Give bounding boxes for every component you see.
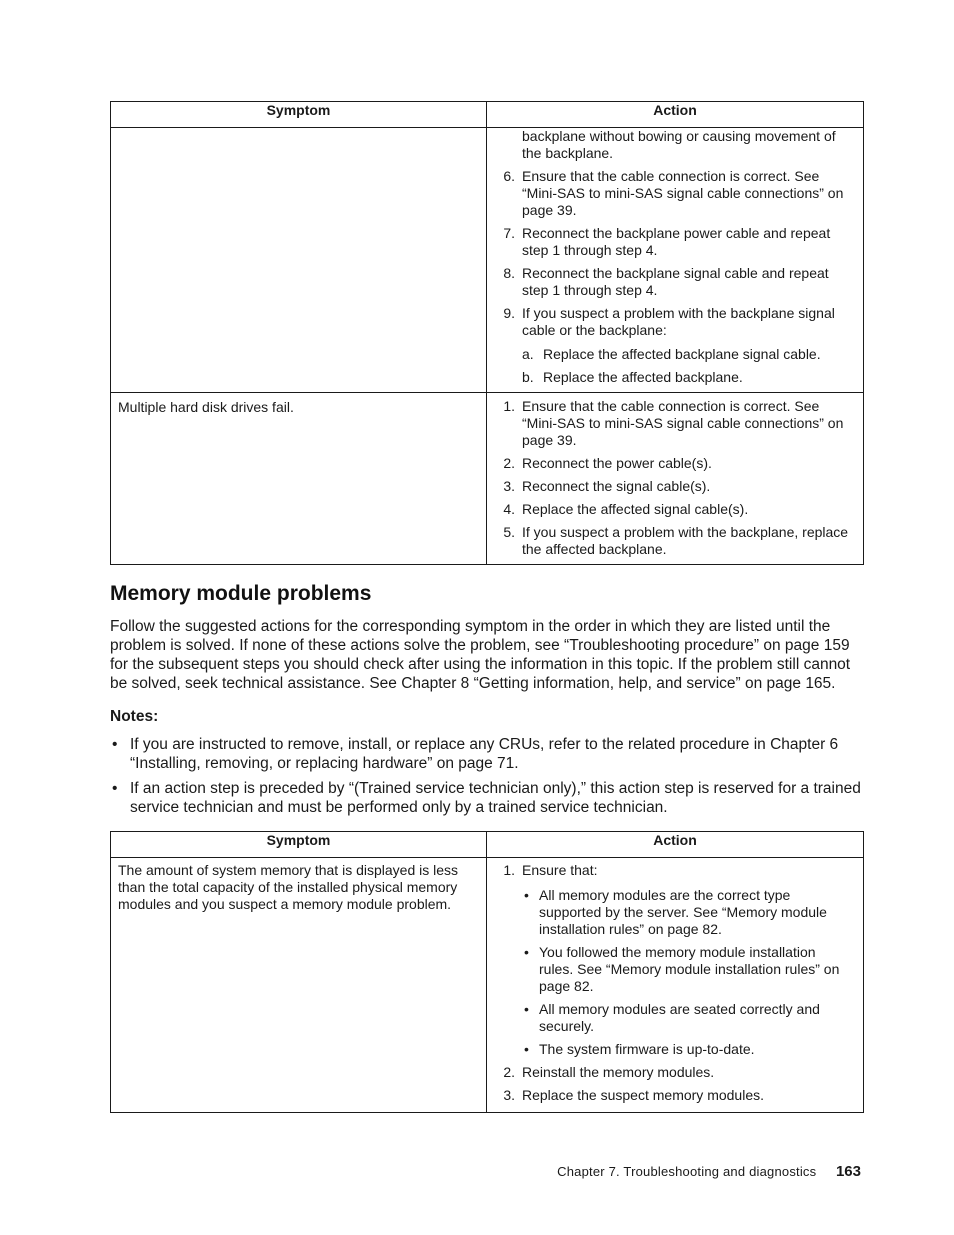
step-number: 6.	[503, 168, 515, 184]
step-number: 7.	[503, 225, 515, 241]
step-text: Reinstall the memory modules.	[522, 1064, 715, 1080]
symptom-cell: The amount of system memory that is displayed is less than the total capacity of the installed physical memory modules and you suspect a memory module problem.	[111, 858, 487, 1113]
bullet-icon: •	[112, 736, 118, 753]
note-text: If you are instructed to remove, install, or replace any CRUs, refer to the related procedure in Chapter 6 “Installing, removing, or replacing hardware” on page 71.	[130, 736, 839, 772]
action-column-header: Action	[487, 102, 864, 128]
action-cell	[487, 393, 864, 565]
page-footer	[557, 1162, 861, 1182]
continued-step-text: backplane without bowing or causing movement of the backplane.	[522, 128, 836, 161]
note-text: If an action step is preceded by “(Trained service technician only),” this action step is reserved for a trained service technician and must be performed only by a trained service technician.	[130, 780, 861, 816]
bullet-text: You followed the memory module installation rules. See “Memory module installation rules” on page 82.	[539, 944, 840, 994]
step-text: Ensure that:	[522, 862, 598, 878]
bullet-icon: •	[524, 944, 529, 960]
bullet-text: All memory modules are the correct type supported by the server. See “Memory module installation rules” on page 82.	[539, 887, 827, 937]
step-text: If you suspect a problem with the backplane signal cable or the backplane:	[522, 305, 835, 338]
bullet-icon: •	[524, 887, 529, 903]
step-text: If you suspect a problem with the backplane, replace the affected backplane.	[522, 524, 849, 557]
step-text: Ensure that the cable connection is correct. See “Mini-SAS to mini-SAS signal cable connections” on page 39.	[522, 398, 844, 448]
footer-chapter-title: Chapter 7. Troubleshooting and diagnostics	[557, 1164, 817, 1179]
action-step	[501, 524, 853, 558]
step-text: Reconnect the backplane power cable and repeat step 1 through step 4.	[522, 225, 831, 258]
bullet-icon: •	[112, 780, 118, 797]
bullet-item	[522, 1001, 853, 1035]
note-item	[110, 779, 866, 817]
symptom-column-header: Symptom	[111, 832, 487, 858]
action-step	[501, 478, 853, 495]
sub-step-letter: a.	[522, 346, 534, 362]
bullet-icon: •	[524, 1001, 529, 1017]
bullet-text: All memory modules are seated correctly and securely.	[539, 1001, 820, 1034]
note-item	[110, 735, 866, 773]
symptom-cell: Multiple hard disk drives fail.	[111, 393, 487, 565]
step-text: Reconnect the backplane signal cable and repeat step 1 through step 4.	[522, 265, 829, 298]
table-header-row	[111, 102, 864, 128]
action-step	[501, 455, 853, 472]
section-title: Memory module problems	[110, 582, 372, 605]
action-column-header: Action	[487, 832, 864, 858]
action-cell	[487, 858, 864, 1113]
action-step	[501, 1087, 853, 1104]
action-step	[501, 1064, 853, 1081]
bullet-item	[522, 944, 853, 995]
sub-step-letter: b.	[522, 369, 534, 385]
step-number: 9.	[503, 305, 515, 321]
step-number: 2.	[503, 455, 515, 471]
step-text: Reconnect the power cable(s).	[522, 455, 712, 471]
action-step	[501, 265, 853, 299]
sub-step-text: Replace the affected backplane.	[543, 369, 743, 385]
step-number: 1.	[503, 862, 515, 878]
bullet-icon: •	[524, 1041, 529, 1057]
action-step	[501, 501, 853, 518]
action-step	[501, 862, 853, 1058]
action-step	[501, 168, 853, 219]
step-number: 5.	[503, 524, 515, 540]
hard-disk-troubleshooting-table	[110, 101, 864, 565]
action-cell	[487, 128, 864, 393]
memory-troubleshooting-table	[110, 831, 864, 1113]
notes-list	[110, 735, 866, 823]
symptom-column-header: Symptom	[111, 102, 487, 128]
step-number: 1.	[503, 398, 515, 414]
bullet-item	[522, 887, 853, 938]
symptom-cell	[111, 128, 487, 393]
step-number: 2.	[503, 1064, 515, 1080]
page-number: 163	[835, 1163, 861, 1180]
step-number: 3.	[503, 1087, 515, 1103]
section-intro-paragraph: Follow the suggested actions for the corresponding symptom in the order in which they are listed until the problem is solved. If none of these actions solve the problem, see “Troubleshooting procedure” on page 159 for the subsequent steps you should check after using the information in this topic. If the problem still cannot be solved, seek technical assistance. See Chapter 8 “Getting information, help, and service” on page 165.	[110, 618, 851, 692]
sub-step	[522, 369, 853, 386]
table-row	[111, 128, 864, 393]
sub-step-text: Replace the affected backplane signal cable.	[543, 346, 821, 362]
bullet-text: The system firmware is up-to-date.	[539, 1041, 755, 1057]
sub-step	[522, 346, 853, 363]
step-text: Replace the suspect memory modules.	[522, 1087, 764, 1103]
bullet-item	[522, 1041, 853, 1058]
table-row	[111, 393, 864, 565]
table-row	[111, 858, 864, 1113]
action-step	[501, 225, 853, 259]
step-number: 3.	[503, 478, 515, 494]
step-text: Reconnect the signal cable(s).	[522, 478, 711, 494]
table-header-row	[111, 832, 864, 858]
step-text: Ensure that the cable connection is correct. See “Mini-SAS to mini-SAS signal cable connections” on page 39.	[522, 168, 844, 218]
step-number: 4.	[503, 501, 515, 517]
notes-label: Notes:	[110, 708, 159, 725]
step-text: Replace the affected signal cable(s).	[522, 501, 749, 517]
action-step	[501, 398, 853, 449]
step-number: 8.	[503, 265, 515, 281]
action-step	[501, 305, 853, 386]
